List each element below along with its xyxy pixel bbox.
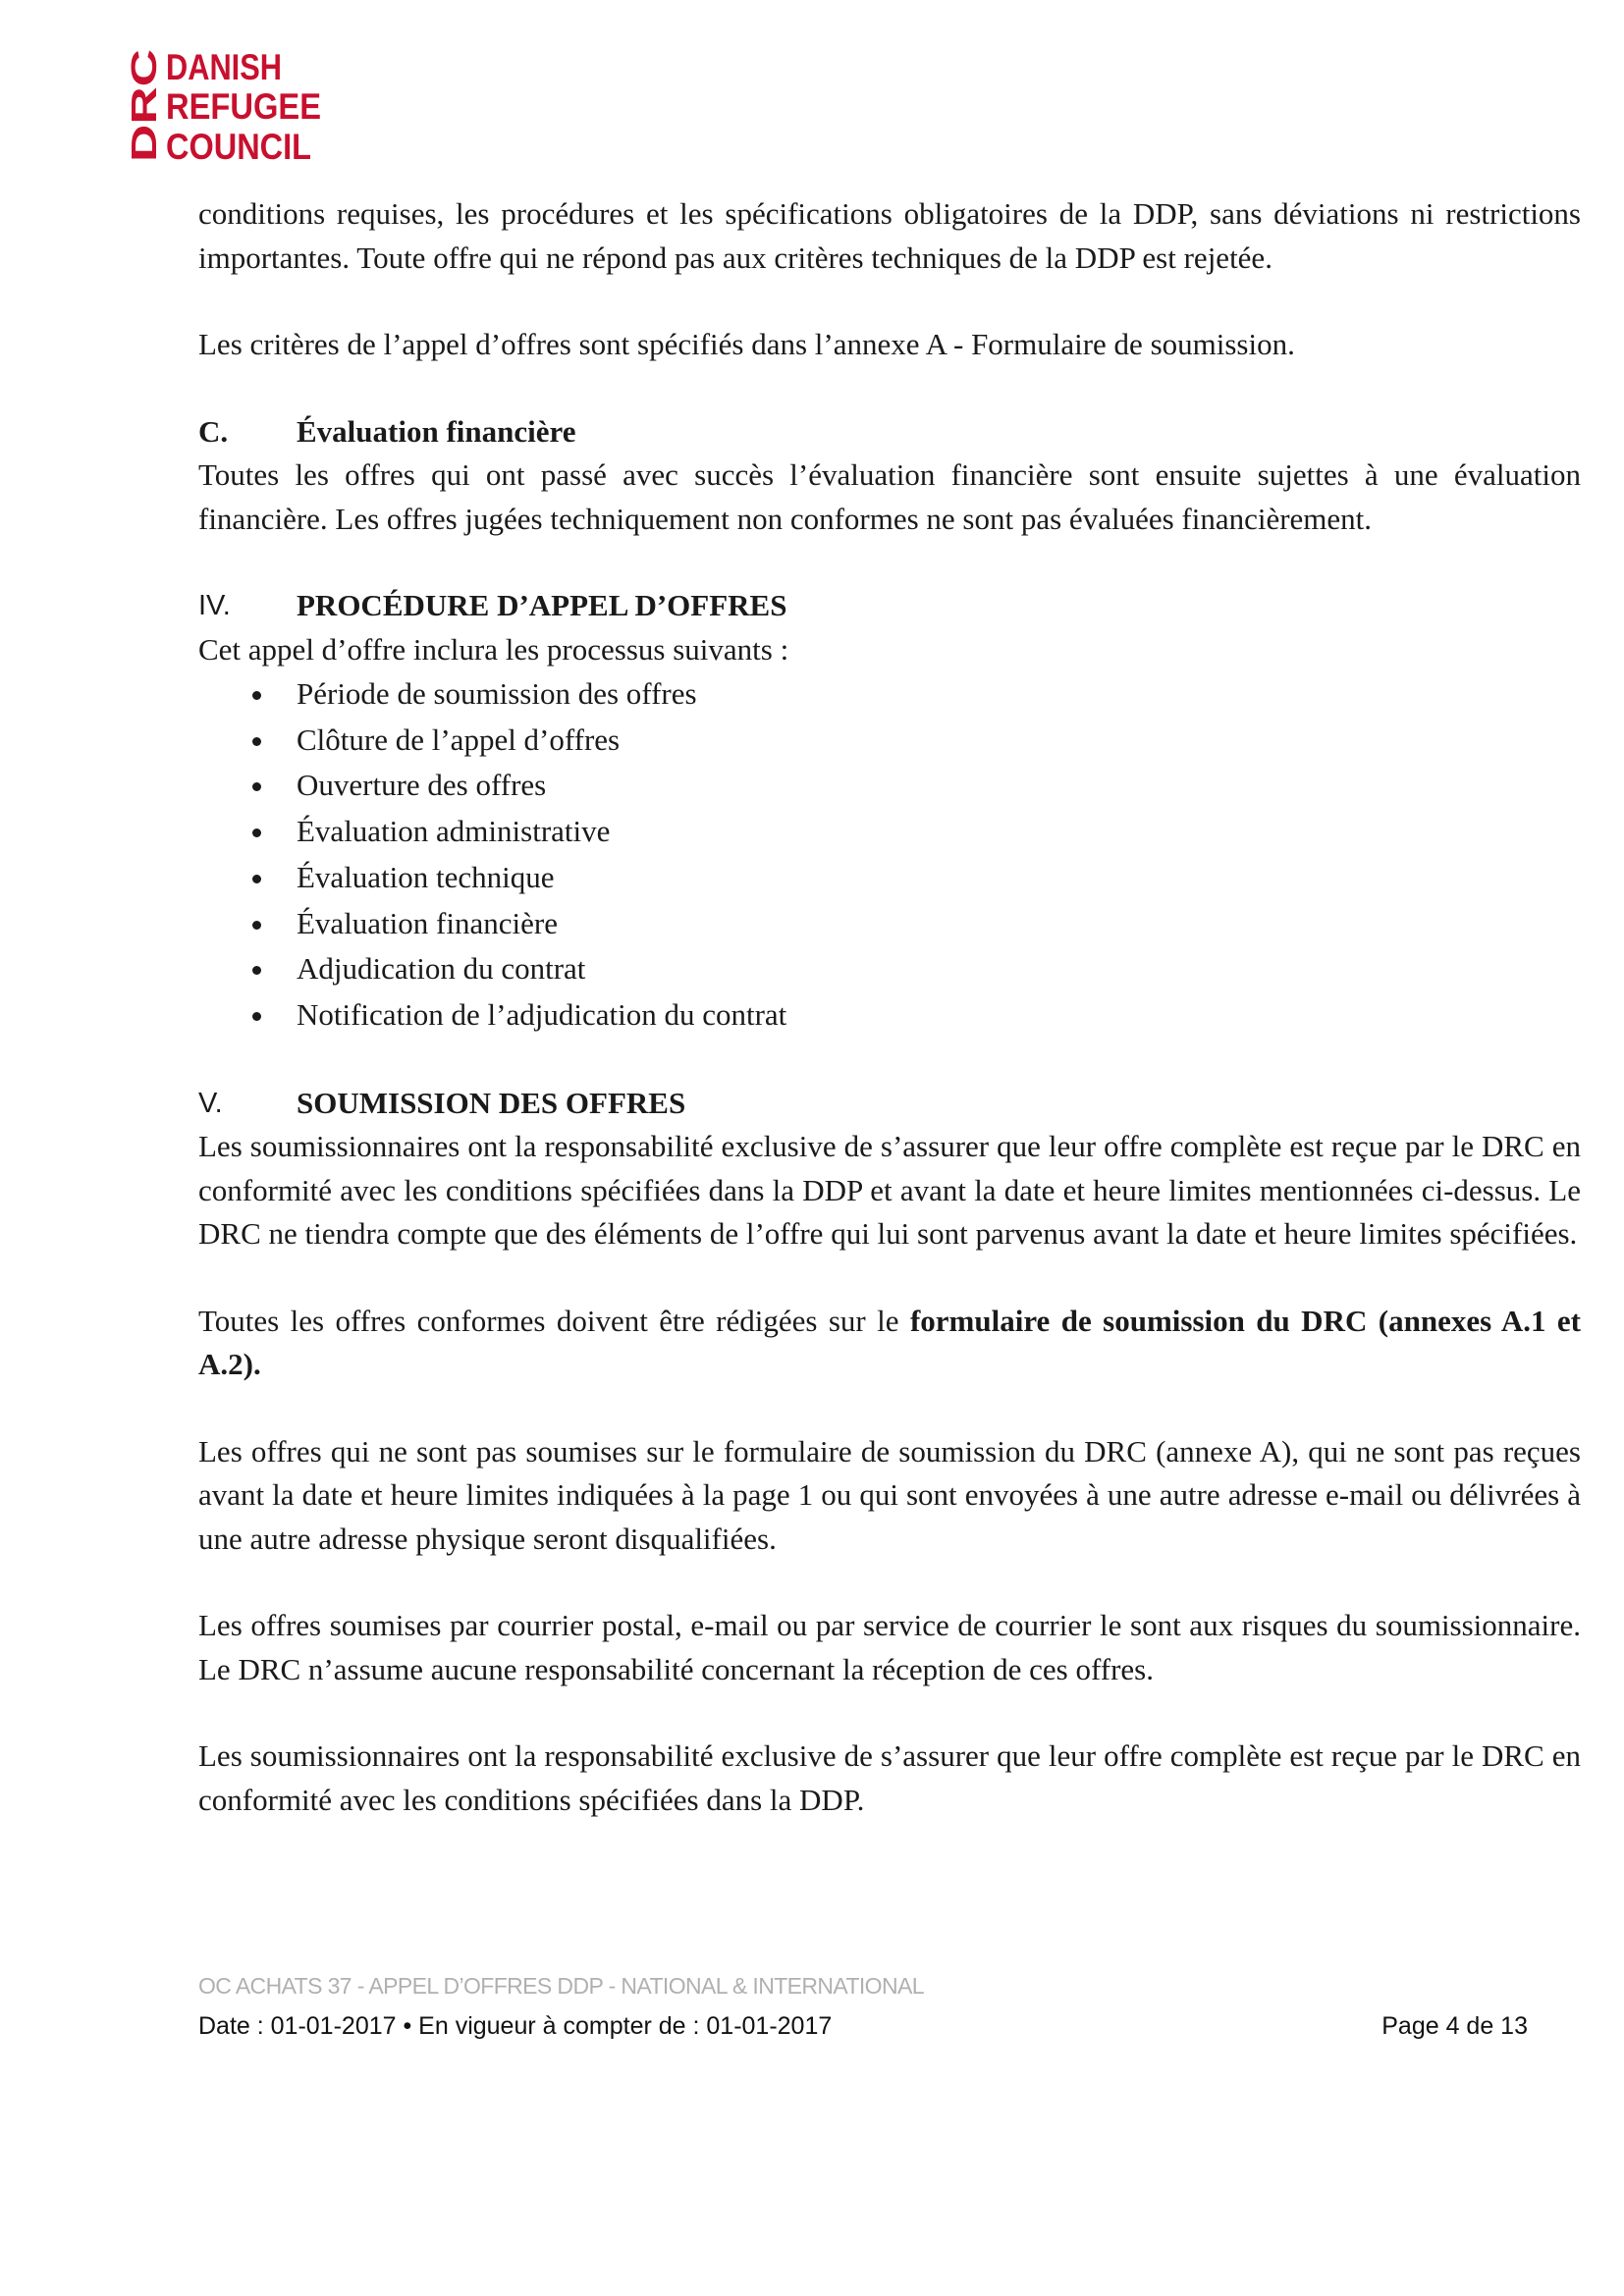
section-c-text: Toutes les offres qui ont passé avec succès l’évaluation financière sont ensuite sujettes à une évaluation financière. Les offres jugées techniquement non conformes ne sont pas évaluées financièrement. bbox=[198, 457, 1581, 536]
section-v-number: V. bbox=[198, 1087, 223, 1119]
section-v-paragraph-3: Les offres qui ne sont pas soumises sur le formulaire de soumission du DRC (annexe A), qui ne sont pas reçues avant la date et heure limites indiquées à la page 1 ou qui sont envoyées à une autre adresse e-mail ou délivrées à une autre adresse physique seront disqualifiées. bbox=[198, 1433, 1581, 1556]
section-v-paragraph-2 bbox=[198, 1300, 1581, 1387]
footer-row bbox=[198, 2012, 1528, 2041]
logo-line-council: COUNCIL bbox=[166, 127, 311, 167]
list-item: Ouverture des offres bbox=[198, 763, 1581, 809]
logo-line-danish: DANISH bbox=[166, 47, 282, 87]
list-item: Évaluation administrative bbox=[198, 809, 1581, 855]
process-list bbox=[198, 671, 1581, 1039]
logo-mark: DRC bbox=[124, 85, 164, 162]
section-v-paragraph-2-text: Toutes les offres conformes doivent être rédigées sur le bbox=[198, 1303, 910, 1338]
document-body bbox=[198, 192, 1581, 1822]
section-v-paragraph-4: Les offres soumises par courrier postal, e-mail ou par service de courrier le sont aux risques du soumissionnaire. Le DRC n’assume aucune responsabilité concernant la réception de ces offres. bbox=[198, 1608, 1581, 1686]
section-c-number: C. bbox=[198, 413, 229, 449]
section-iv-intro: Cet appel d’offre inclura les processus suivants : bbox=[198, 631, 789, 667]
drc-logo-graphic bbox=[124, 47, 337, 167]
section-iv-number: IV. bbox=[198, 590, 231, 621]
list-item: Adjudication du contrat bbox=[198, 946, 1581, 992]
footer-page-number: Page 4 de 13 bbox=[1381, 2012, 1528, 2040]
section-v-title: SOUMISSION DES OFFRES bbox=[297, 1085, 686, 1120]
section-v-paragraph-5: Les soumissionnaires ont la responsabilité exclusive de s’assurer que leur offre complète est reçue par le DRC en conformité avec les conditions spécifiées dans la DDP. bbox=[198, 1738, 1581, 1817]
list-item: Notification de l’adjudication du contrat bbox=[198, 992, 1581, 1039]
section-c-title: Évaluation financière bbox=[297, 413, 576, 449]
section-c-heading bbox=[198, 410, 1581, 454]
list-item: Évaluation technique bbox=[198, 855, 1581, 901]
list-item: Clôture de l’appel d’offres bbox=[198, 718, 1581, 764]
footer-document-title: OC ACHATS 37 - APPEL D’OFFRES DDP - NATIONAL & INTERNATIONAL bbox=[198, 1973, 924, 1999]
section-iv-heading bbox=[198, 584, 1581, 628]
page-footer bbox=[198, 1973, 1528, 2041]
intro-paragraph-2: Les critères de l’appel d’offres sont spécifiés dans l’annexe A - Formulaire de soumission. bbox=[198, 327, 1295, 361]
section-v-paragraph-2-bold: formulaire de soumission du DRC (annexes A.1 et A.2). bbox=[198, 1303, 1581, 1382]
section-v-heading bbox=[198, 1082, 1581, 1126]
section-v-paragraph-1: Les soumissionnaires ont la responsabilité exclusive de s’assurer que leur offre complète est reçue par le DRC en conformité avec les conditions spécifiées dans la DDP et avant la date et heure limites mentionnées ci-dessus. Le DRC ne tiendra compte que des éléments de l’offre qui lui sont parvenus avant la date et heure limites spécifiées. bbox=[198, 1129, 1581, 1252]
footer-date: Date : 01-01-2017 • En vigueur à compter de : 01-01-2017 bbox=[198, 2012, 833, 2040]
drc-logo bbox=[124, 47, 337, 167]
list-item: Période de soumission des offres bbox=[198, 671, 1581, 718]
logo-line-refugee: REFUGEE bbox=[166, 86, 321, 127]
list-item: Évaluation financière bbox=[198, 901, 1581, 947]
intro-paragraph-1: conditions requises, les procédures et les spécifications obligatoires de la DDP, sans déviations ni restrictions importantes. Toute offre qui ne répond pas aux critères techniques de la DDP est rejetée. bbox=[198, 196, 1581, 275]
section-iv-title: PROCÉDURE D’APPEL D’OFFRES bbox=[297, 588, 787, 622]
